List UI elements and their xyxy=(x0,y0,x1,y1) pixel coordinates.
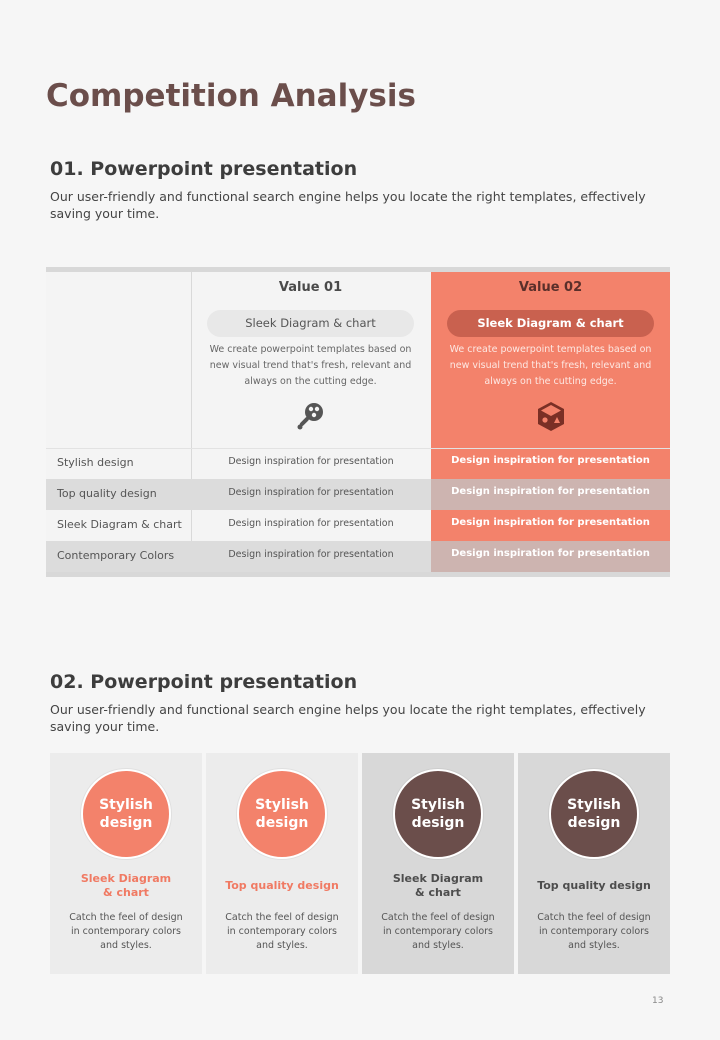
card-description: Catch the feel of design in contemporary colors and styles. xyxy=(381,912,495,951)
section1-title: 01. Powerpoint presentation xyxy=(50,158,358,180)
card-circle xyxy=(549,769,639,859)
circle-text: design xyxy=(99,815,153,831)
card-description: Catch the feel of design in contemporary colors and styles. xyxy=(225,912,339,951)
value02-heading: Value 02 xyxy=(518,280,583,295)
section2-title: 02. Powerpoint presentation xyxy=(50,671,358,693)
table-row xyxy=(46,448,670,479)
value01-heading: Value 01 xyxy=(278,280,343,295)
value01-cell: Design inspiration for presentation xyxy=(228,487,394,498)
value02-cell: Design inspiration for presentation xyxy=(451,486,650,497)
rattle-icon xyxy=(295,400,327,432)
card-title: Sleek Diagram & chart xyxy=(392,872,484,899)
circle-text: Stylish xyxy=(255,797,309,813)
circle-text: design xyxy=(255,815,309,831)
feature-card xyxy=(362,753,514,974)
page-number: 13 xyxy=(652,996,664,1006)
card-description: Catch the feel of design in contemporary colors and styles. xyxy=(69,912,183,951)
feature-card xyxy=(206,753,358,974)
circle-text: design xyxy=(567,815,621,831)
circle-text: Stylish xyxy=(99,797,153,813)
card-circle xyxy=(81,769,171,859)
value02-cell: Design inspiration for presentation xyxy=(451,548,650,559)
circle-text: Stylish xyxy=(567,797,621,813)
feature-card xyxy=(518,753,670,974)
feature-card xyxy=(50,753,202,974)
value02-description: We create powerpoint templates based on new visual trend that's fresh, relevant and always on the cutting edge. xyxy=(449,344,652,387)
cube-icon xyxy=(535,400,567,432)
row-label: Top quality design xyxy=(57,487,157,500)
circle-text: Stylish xyxy=(411,797,465,813)
row-label: Sleek Diagram & chart xyxy=(57,518,182,531)
value01-pill: Sleek Diagram & chart xyxy=(207,310,414,337)
card-circle xyxy=(237,769,327,859)
value02-cell: Design inspiration for presentation xyxy=(451,517,650,528)
section1-description: Our user-friendly and functional search engine helps you locate the right templates, effectively saving your time. xyxy=(50,189,646,221)
row-label: Contemporary Colors xyxy=(57,549,175,562)
value02-cell: Design inspiration for presentation xyxy=(451,455,650,466)
value01-cell: Design inspiration for presentation xyxy=(228,456,394,467)
page-title: Competition Analysis xyxy=(46,78,416,114)
table-row xyxy=(46,510,670,541)
card-title: Sleek Diagram & chart xyxy=(80,872,172,899)
card-title: Top quality design xyxy=(537,879,651,892)
card-description: Catch the feel of design in contemporary colors and styles. xyxy=(537,912,651,951)
value01-description: We create powerpoint templates based on new visual trend that's fresh, relevant and always on the cutting edge. xyxy=(209,344,412,387)
table-row xyxy=(46,541,670,572)
circle-text: design xyxy=(411,815,465,831)
row-label: Stylish design xyxy=(57,456,134,469)
value02-pill: Sleek Diagram & chart xyxy=(447,310,654,337)
table-row xyxy=(46,479,670,510)
value01-cell: Design inspiration for presentation xyxy=(228,518,394,529)
card-title: Top quality design xyxy=(225,879,339,892)
section2-description: Our user-friendly and functional search engine helps you locate the right templates, effectively saving your time. xyxy=(50,702,646,734)
value01-cell: Design inspiration for presentation xyxy=(228,549,394,560)
card-circle xyxy=(393,769,483,859)
comparison-table xyxy=(46,267,670,577)
